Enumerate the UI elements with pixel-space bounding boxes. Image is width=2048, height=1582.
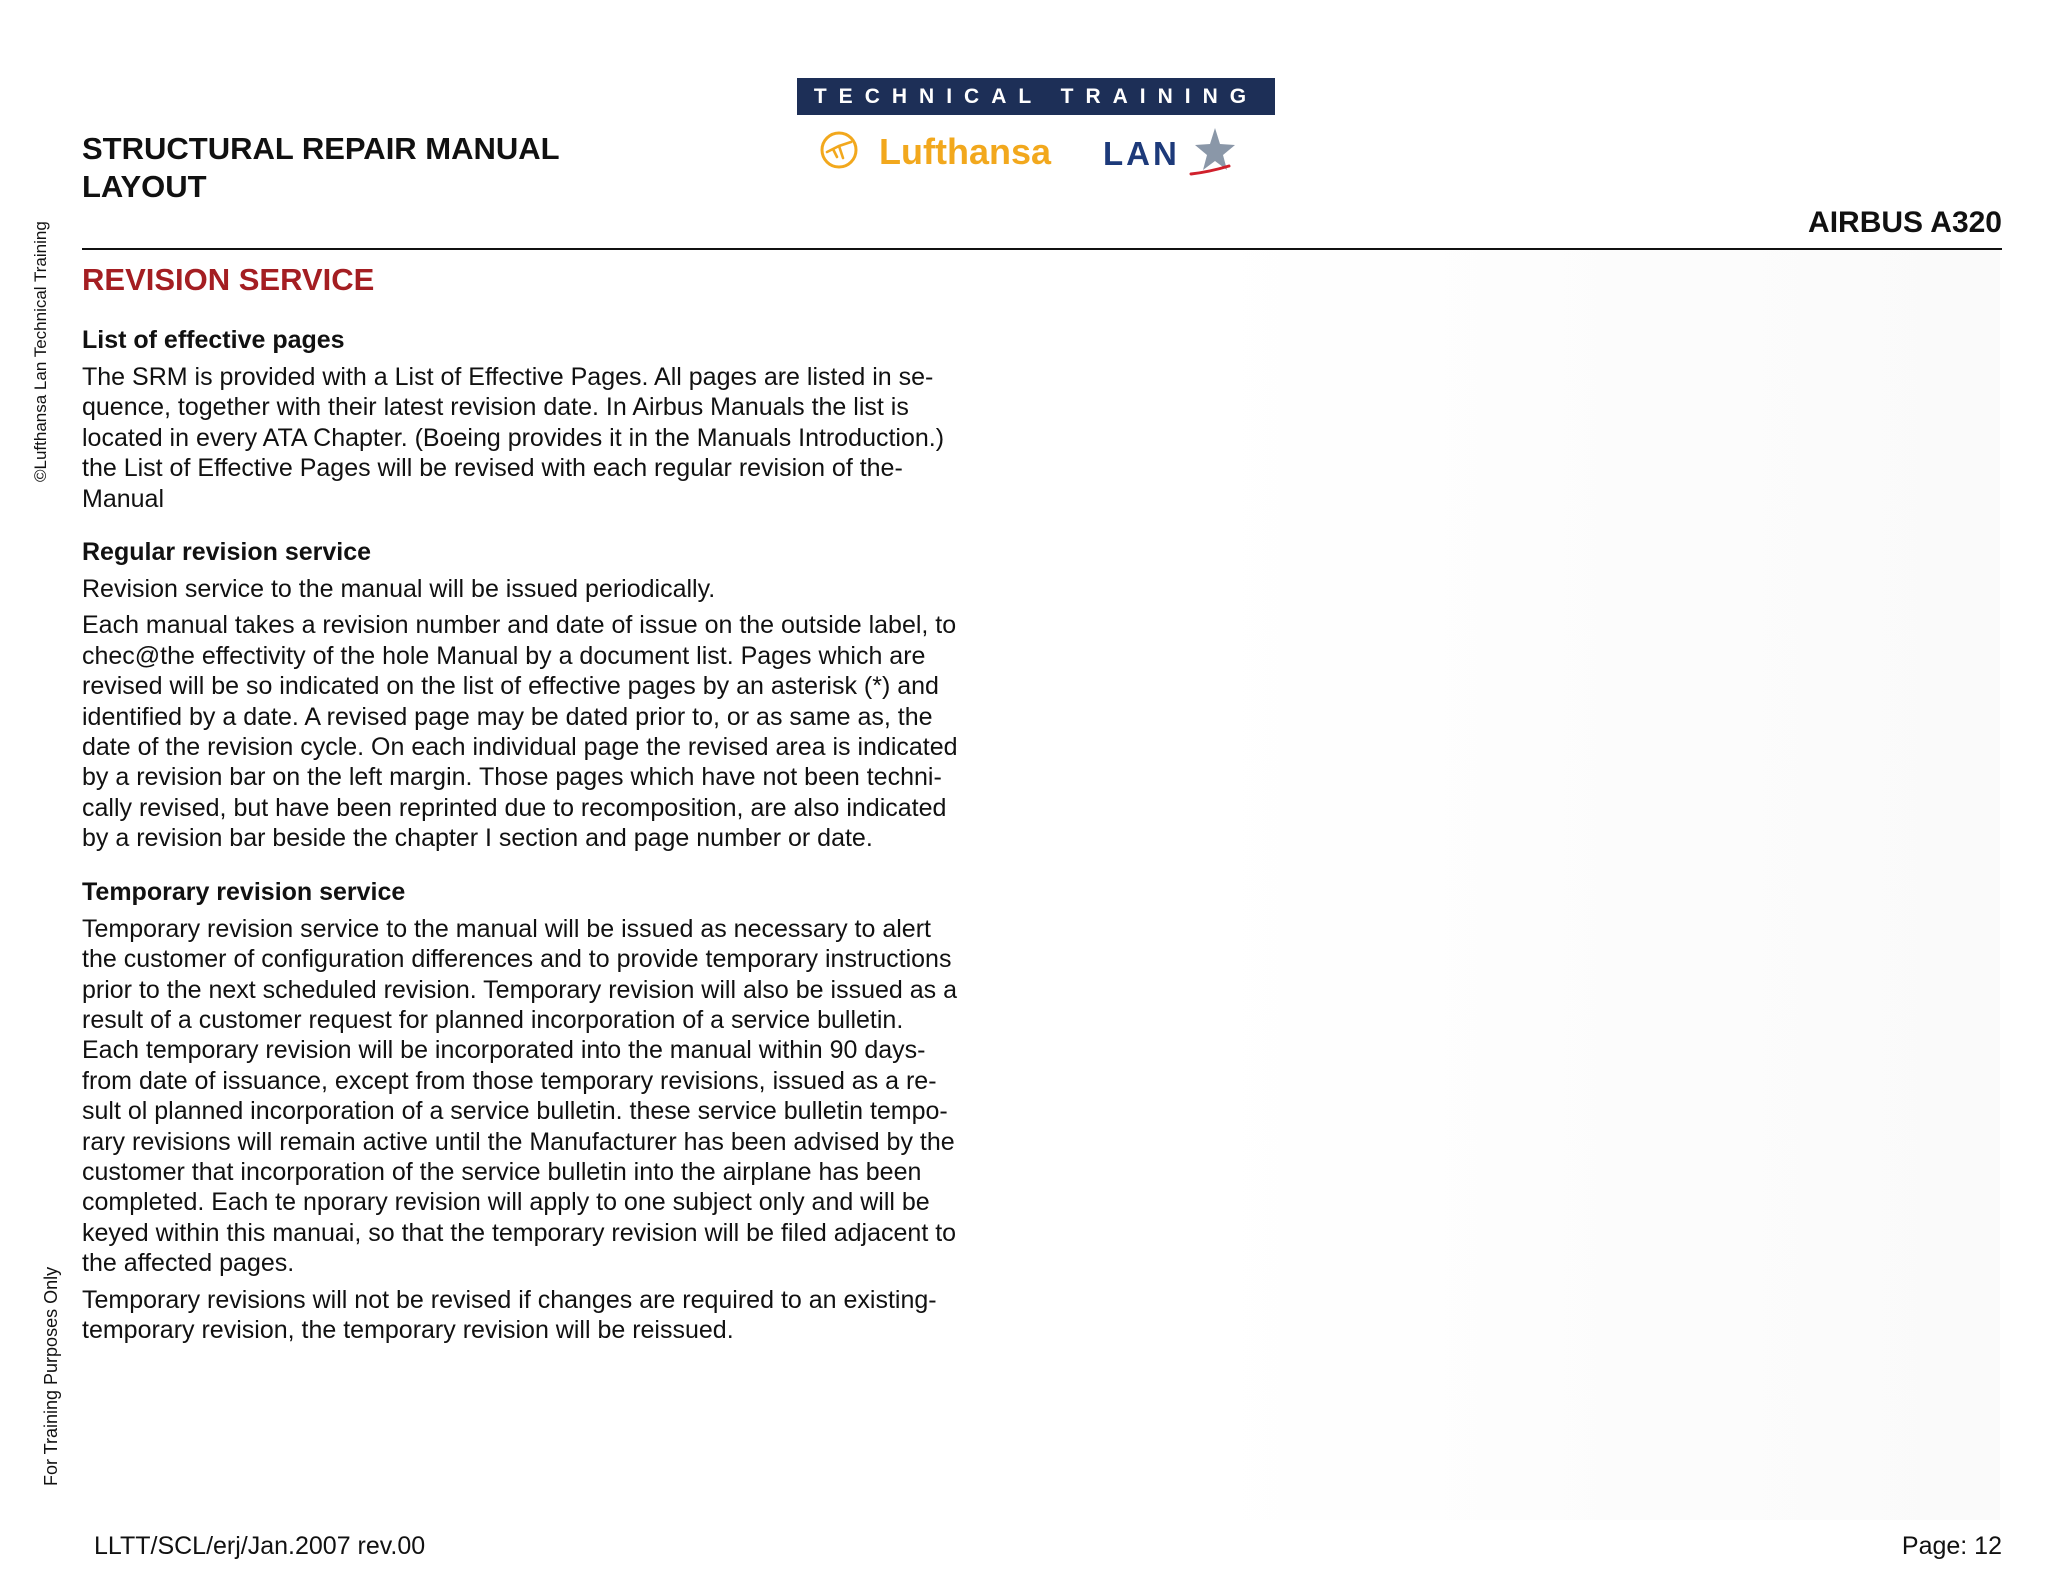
aircraft-model: AIRBUS A320 [1808, 206, 2002, 239]
section-title: REVISION SERVICE [82, 262, 375, 297]
page-background-shade [1200, 250, 2000, 1520]
footer-document-reference: LLTT/SCL/erj/Jan.2007 rev.00 [94, 1532, 426, 1560]
paragraph: Temporary revisions will not be revised if changes are required to an existing- temporary revision, the temporary revision will be reissued. [82, 1285, 937, 1344]
main-content [82, 258, 1022, 1351]
subheading: Regular revision service [82, 538, 372, 567]
document-title-line-2: LAYOUT [82, 169, 207, 204]
technical-training-logo [797, 78, 1275, 188]
section-regular-revision-service [82, 536, 1022, 854]
document-title-line-1: STRUCTURAL REPAIR MANUAL [82, 131, 560, 166]
section-list-of-effective-pages [82, 324, 1022, 514]
footer-page-number: Page: 12 [1901, 1532, 2002, 1560]
lan-wordmark: LAN [1103, 135, 1180, 172]
side-copyright-text: ©Lufthansa Lan Technical Training [31, 221, 50, 482]
subheading: Temporary revision service [82, 877, 406, 906]
paragraph: Revision service to the manual will be issued periodically. [82, 575, 716, 604]
lufthansa-wordmark: Lufthansa [879, 131, 1052, 172]
lufthansa-crane-icon [819, 130, 859, 170]
paragraph: Each manual takes a revision number and date of issue on the outside label, to chec@the effectivity of the hole Manual by a document list. Pages which are revised will be so indicated on the list of effective pages by an asterisk (*) and identified by a date. A revised page may be dated prior to, or as same as, the date of the revision cycle. On each individual page the revised area is indicated by a revision bar on the left margin. Those pages which have not been techni- cally revised, but have been reprinted due to recomposition, are also indicated by a revision bar beside the chapter I section and page number or date. [82, 611, 958, 853]
subheading: List of effective pages [82, 326, 345, 354]
lan-star-icon [1189, 126, 1235, 178]
technical-training-banner: TECHNICAL TRAINING [797, 78, 1275, 115]
document-title [82, 130, 782, 206]
side-training-notice: For Training Purposes Only [41, 1266, 61, 1486]
header-divider [82, 248, 2002, 250]
section-temporary-revision-service [82, 876, 1022, 1346]
paragraph: The SRM is provided with a List of Effective Pages. All pages are listed in se- quence, together with their latest revision date. In Airbus Manuals the list is located in every ATA Chapter. (Boeing provides it in the Manuals Introduction.) the List of Effective Pages will be revised with each regular revision of the- Manual [82, 363, 945, 513]
paragraph: Temporary revision service to the manual will be issued as necessary to alert the customer of configuration differences and to provide temporary instructions prior to the next scheduled revision. Temporary revision will also be issued as a result of a customer request for planned incorporation of a service bulletin. Each temporary revision will be incorporated into the manual within 90 days- from date of issuance, except from those temporary revisions, issued as a re- sult ol planned incorporation of a service bulletin. these service bulletin tempo- rary revisions will remain active until the Manufacturer has been advised by the customer that incorporation of the service bulletin into the airplane has been completed. Each te nporary revision will apply to one subject only and will be keyed within this manuai, so that the temporary revision will be filed adjacent to the affected pages. [82, 914, 957, 1278]
